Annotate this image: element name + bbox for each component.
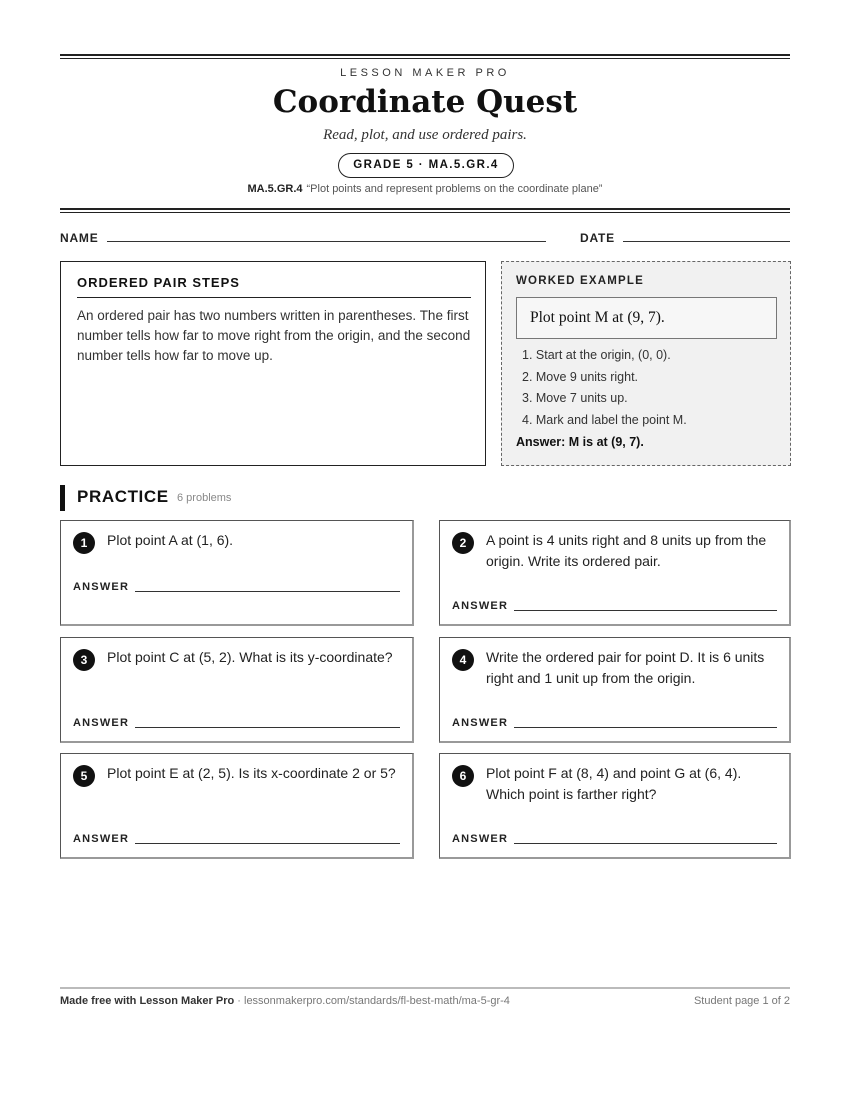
problem-text: Plot point A at (1, 6). bbox=[107, 532, 234, 548]
problem-number-badge: 2 bbox=[452, 532, 474, 554]
answer-field[interactable] bbox=[135, 727, 400, 728]
grade-badge: GRADE 5 · MA.5.GR.4 bbox=[338, 153, 514, 178]
footer-made-with: Made free with Lesson Maker Pro bbox=[60, 995, 235, 1007]
answer-label: ANSWER bbox=[452, 600, 509, 612]
answer-label: ANSWER bbox=[73, 581, 130, 593]
brand-name: LESSON MAKER PRO bbox=[340, 67, 510, 79]
problem-number-badge: 6 bbox=[452, 765, 474, 787]
answer-label: ANSWER bbox=[452, 833, 509, 845]
name-field[interactable] bbox=[107, 241, 546, 242]
problem-text: Write the ordered pair for point D. It is 6 units right and 1 unit up from the origin. bbox=[486, 649, 765, 686]
worked-example-box bbox=[501, 261, 791, 466]
answer-field[interactable] bbox=[514, 727, 777, 728]
problem-card-5 bbox=[60, 753, 414, 859]
problem-text: Plot point C at (5, 2). What is its y-coordinate? bbox=[107, 649, 393, 665]
answer-label: ANSWER bbox=[73, 717, 130, 729]
worksheet-title: Coordinate Quest bbox=[272, 84, 578, 120]
answer-field[interactable] bbox=[135, 843, 400, 844]
footer-url-link[interactable]: · lessonmakerpro.com/standards/fl-best-math/ma-5-gr-4 bbox=[237, 995, 510, 1007]
step-item: 3. Move 7 units up. bbox=[522, 391, 628, 406]
date-field[interactable] bbox=[623, 241, 790, 242]
problem-number-badge: 1 bbox=[73, 532, 95, 554]
ordered-pair-steps-text: An ordered pair has two numbers written in parentheses. The first number tells how far to move right from the origin, and the second number tells how far to move up. bbox=[77, 308, 471, 363]
top-double-rule bbox=[60, 54, 790, 59]
problem-number-badge: 4 bbox=[452, 649, 474, 671]
footer-page-number: Student page 1 of 2 bbox=[693, 995, 790, 1007]
worked-example-heading: WORKED EXAMPLE bbox=[516, 275, 644, 287]
ordered-pair-steps-heading: ORDERED PAIR STEPS bbox=[77, 275, 240, 290]
footer-divider bbox=[60, 987, 790, 989]
answer-label: ANSWER bbox=[452, 717, 509, 729]
header-bottom-rule bbox=[60, 208, 790, 213]
worked-example-prompt: Plot point M at (9, 7). bbox=[516, 297, 777, 339]
problem-card-2 bbox=[439, 520, 791, 626]
problem-text: Plot point F at (8, 4) and point G at (6, 4). Which point is farther right? bbox=[486, 765, 742, 802]
practice-heading: PRACTICE bbox=[77, 487, 169, 506]
practice-count: 6 problems bbox=[177, 492, 232, 504]
problem-card-3 bbox=[60, 637, 414, 743]
problem-number-badge: 3 bbox=[73, 649, 95, 671]
standard-code: MA.5.GR.4 bbox=[247, 183, 303, 195]
answer-field[interactable] bbox=[135, 591, 400, 592]
answer-label: ANSWER bbox=[73, 833, 130, 845]
problem-card-6 bbox=[439, 753, 791, 859]
problem-text: A point is 4 units right and 8 units up from the origin. Write its ordered pair. bbox=[486, 532, 767, 569]
step-item: 1. Start at the origin, (0, 0). bbox=[522, 348, 671, 362]
problem-card-1 bbox=[60, 520, 414, 626]
worked-example-answer: Answer: M is at (9, 7). bbox=[516, 435, 644, 449]
problem-text: Plot point E at (2, 5). Is its x-coordinate 2 or 5? bbox=[107, 765, 396, 781]
worked-example-steps bbox=[522, 345, 687, 432]
step-item: 2. Move 9 units right. bbox=[522, 369, 639, 384]
step-item: 4. Mark and label the point M. bbox=[522, 413, 687, 428]
ordered-pair-steps-box bbox=[60, 261, 486, 466]
standard-line bbox=[0, 183, 850, 195]
footer-credit bbox=[60, 995, 510, 1007]
answer-field[interactable] bbox=[514, 843, 777, 844]
problem-number-badge: 5 bbox=[73, 765, 95, 787]
answer-field[interactable] bbox=[514, 610, 777, 611]
problem-card-4 bbox=[439, 637, 791, 743]
worksheet-subtitle: Read, plot, and use ordered pairs. bbox=[323, 127, 527, 143]
practice-accent-bar bbox=[60, 485, 65, 511]
heading-divider bbox=[77, 297, 471, 298]
name-label: NAME bbox=[60, 231, 99, 245]
standard-text: “Plot points and represent problems on the coordinate plane” bbox=[306, 183, 603, 195]
date-label: DATE bbox=[580, 231, 615, 245]
